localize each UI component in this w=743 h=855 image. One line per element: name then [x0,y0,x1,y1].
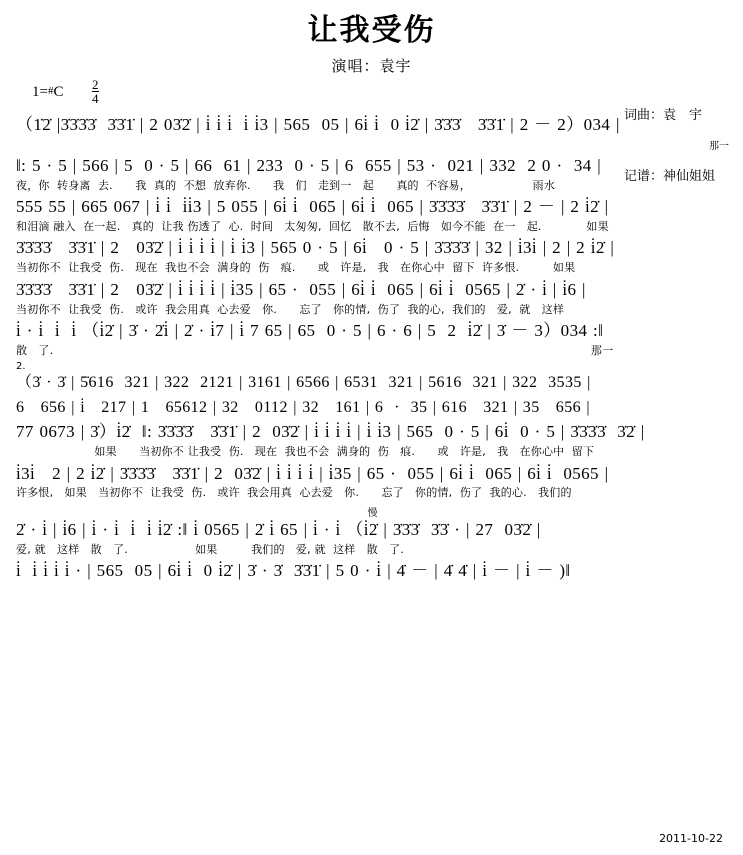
time-signature-denominator: 4 [92,91,99,106]
meta-row [14,77,729,112]
credit-notation: 记谱：神仙姐姐 [623,168,715,184]
music-system [14,196,729,234]
music-system [14,463,729,501]
music-system [14,320,729,358]
music-system [14,155,729,193]
music-system [14,397,729,419]
lyrics-line: 许多恨, 如果 当初你不 让我受 伤. 或许 我会用真 心去爱 你. 忘了 你的情, 伤了 我的心. 我们的 [16,486,572,500]
key-signature-label: 1= [32,84,48,100]
notation-line: 6 656 | i̇ 217 | 1 65612 | 32 0112 | 32 161 | 6 · 35 | 616 321 | 35 656 | [16,398,591,416]
time-signature [92,78,99,105]
notation-line: 555 55 | 665 067 | i̇ i̇ i̇i̇3 | 5 055 | 6i̇ i̇ 065 | 6i̇ i̇ 065 | 3̇3̇3̇3̇ 3̇3̇1̇ | 2 － | 2 i̇2̇ | [16,197,609,217]
lyrics-line: 如果 当初你不 让我受 伤. 现在 我也不会 满身的 伤 痕. 或 许是, 我 在你心中 留下 [16,445,595,459]
sheet-music-page [0,14,743,855]
notation-line: i̇ i̇ i̇ i̇ i̇ · | 565 05 | 6i̇ i̇ 0 i̇2̇ | 3̇ · 3̇ 3̇3̇1̇ | 5 0 · i̇ | 4̇ － | 4̇ 4̇ | i̇ － | i̇ － )‖ [16,561,571,580]
key-letter: C [53,84,64,100]
singer-line: 演唱：袁宇 [331,57,412,75]
notation-line: 2̇ · i̇ | i̇6 | i̇ · i̇ i̇ i̇ i̇2̇ :‖ i̇ 0565 | 2̇ i̇ 65 | i̇ · i̇ （i̇2̇ | 3̇3̇3̇ 3̇3̇ · | 27 03̇2̇ | [16,519,541,539]
music-system [14,361,729,394]
lyrics-line: 散 了. 那一 [16,343,614,357]
notation-line: 3̇3̇3̇3̇ 3̇3̇1̇ | 2 03̇2̇ | i̇ i̇ i̇ i̇ | i̇ i̇3 | 565 0 · 5 | 6i̇ 0 · 5 | 3̇3̇3̇3̇ | 32 | i̇3i̇ | 2 | 2 i̇2̇ | [16,238,615,258]
key-sharp-symbol: # [47,85,54,97]
music-system [14,114,729,152]
lyrics-line: 和泪滴 融入 在一起. 真的 让我 伤透了 心. 时间 太匆匆, 回忆 散不去, 后悔 如今不能 在一 起. 如果 [16,220,609,234]
lyrics-line: 爱, 就 这样 散 了. 如果 我们的 爱, 就 这样 散 了. [16,542,404,556]
tempo-marking-slow: 慢 [367,507,378,519]
time-signature-numerator: 2 [92,77,99,92]
music-system [14,421,729,459]
notation-line: 77 0673 | 3̇）i̇2̇ ‖: 3̇3̇3̇3̇ 3̇3̇1̇ | 2 03̇2̇ | i̇ i̇ i̇ i̇ | i̇ i̇3 | 565 0 · 5 | 6i̇ 0 · 5 | 3̇3̇3̇3̇ 3̇2̇ | [16,422,645,442]
notation-line: （3̇ · 3̇ | 5̇616 321 | 322 2121 | 3161 | 6566 | 6531 321 | 5616 321 | 322 3535 | [16,374,591,392]
music-system [14,504,729,557]
lyric-annotation: 那一 [709,140,729,152]
music-system [14,279,729,317]
credit-words-music: 词曲：袁 宇 [623,108,702,124]
notation-line: 3̇3̇3̇3̇ 3̇3̇1̇ | 2 03̇2̇ | i̇ i̇ i̇ i̇ | i̇35 | 65 · 055 | 6i̇ i̇ 065 | 6i̇ i̇ 0565 | 2̇ · i̇ | i̇6 | [16,279,586,299]
notation-line: i̇3i̇ 2 | 2 i̇2̇ | 3̇3̇3̇3̇ 3̇3̇1̇ | 2 03̇2̇ | i̇ i̇ i̇ i̇ | i̇35 | 65 · 055 | 6i̇ i̇ 065 | 6i̇ i̇ 0565 | [16,463,609,483]
key-signature [32,84,63,101]
notation-date: 2011-10-22 [659,832,723,845]
lyrics-line: 当初你不 让我受 伤. 现在 我也不会 满身的 伤 痕. 或 许是, 我 在你心中 留下 许多恨. 如果 [16,261,576,275]
music-system [14,560,729,583]
repeat-bracket-2: 2. [16,361,26,373]
music-system [14,237,729,275]
notation-line: ‖: 5 · 5 | 566 | 5 0 · 5 | 66 61 | 233 0 · 5 | 6 655 | 53 · 021 | 332 2 0 · 34 | [16,155,602,175]
page-title: 让我受伤 [307,13,436,48]
notation-line: i̇ · i̇ i̇ i̇ （i̇2̇ | 3̇ · 2̇i̇ | 2̇ · i̇7 | i̇ 7 65 | 65 0 · 5 | 6 · 6 | 5 2 i̇2̇ | 3̇ － 3）034 :‖ [16,320,604,340]
lyrics-line: 夜，你 转身离 去. 我 真的 不想 放弃你. 我 们 走到一 起 真的 不容易， 雨水 [16,178,556,192]
lyrics-line: 当初你不 让我受 伤. 或许 我会用真 心去爱 你. 忘了 你的情, 伤了 我的心, 我们的 爱, 就 这样 [16,302,565,316]
notation-line: （1̇2̇ |3̇3̇3̇3̇ 3̇3̇1̇ | 2 03̇2̇ | i̇ i̇ i̇ i̇ i̇3 | 565 05 | 6i̇ i̇ 0 i̇2̇ | 3̇3̇3̇ 3̇3̇1̇ | 2 － 2）034 | [16,115,620,134]
